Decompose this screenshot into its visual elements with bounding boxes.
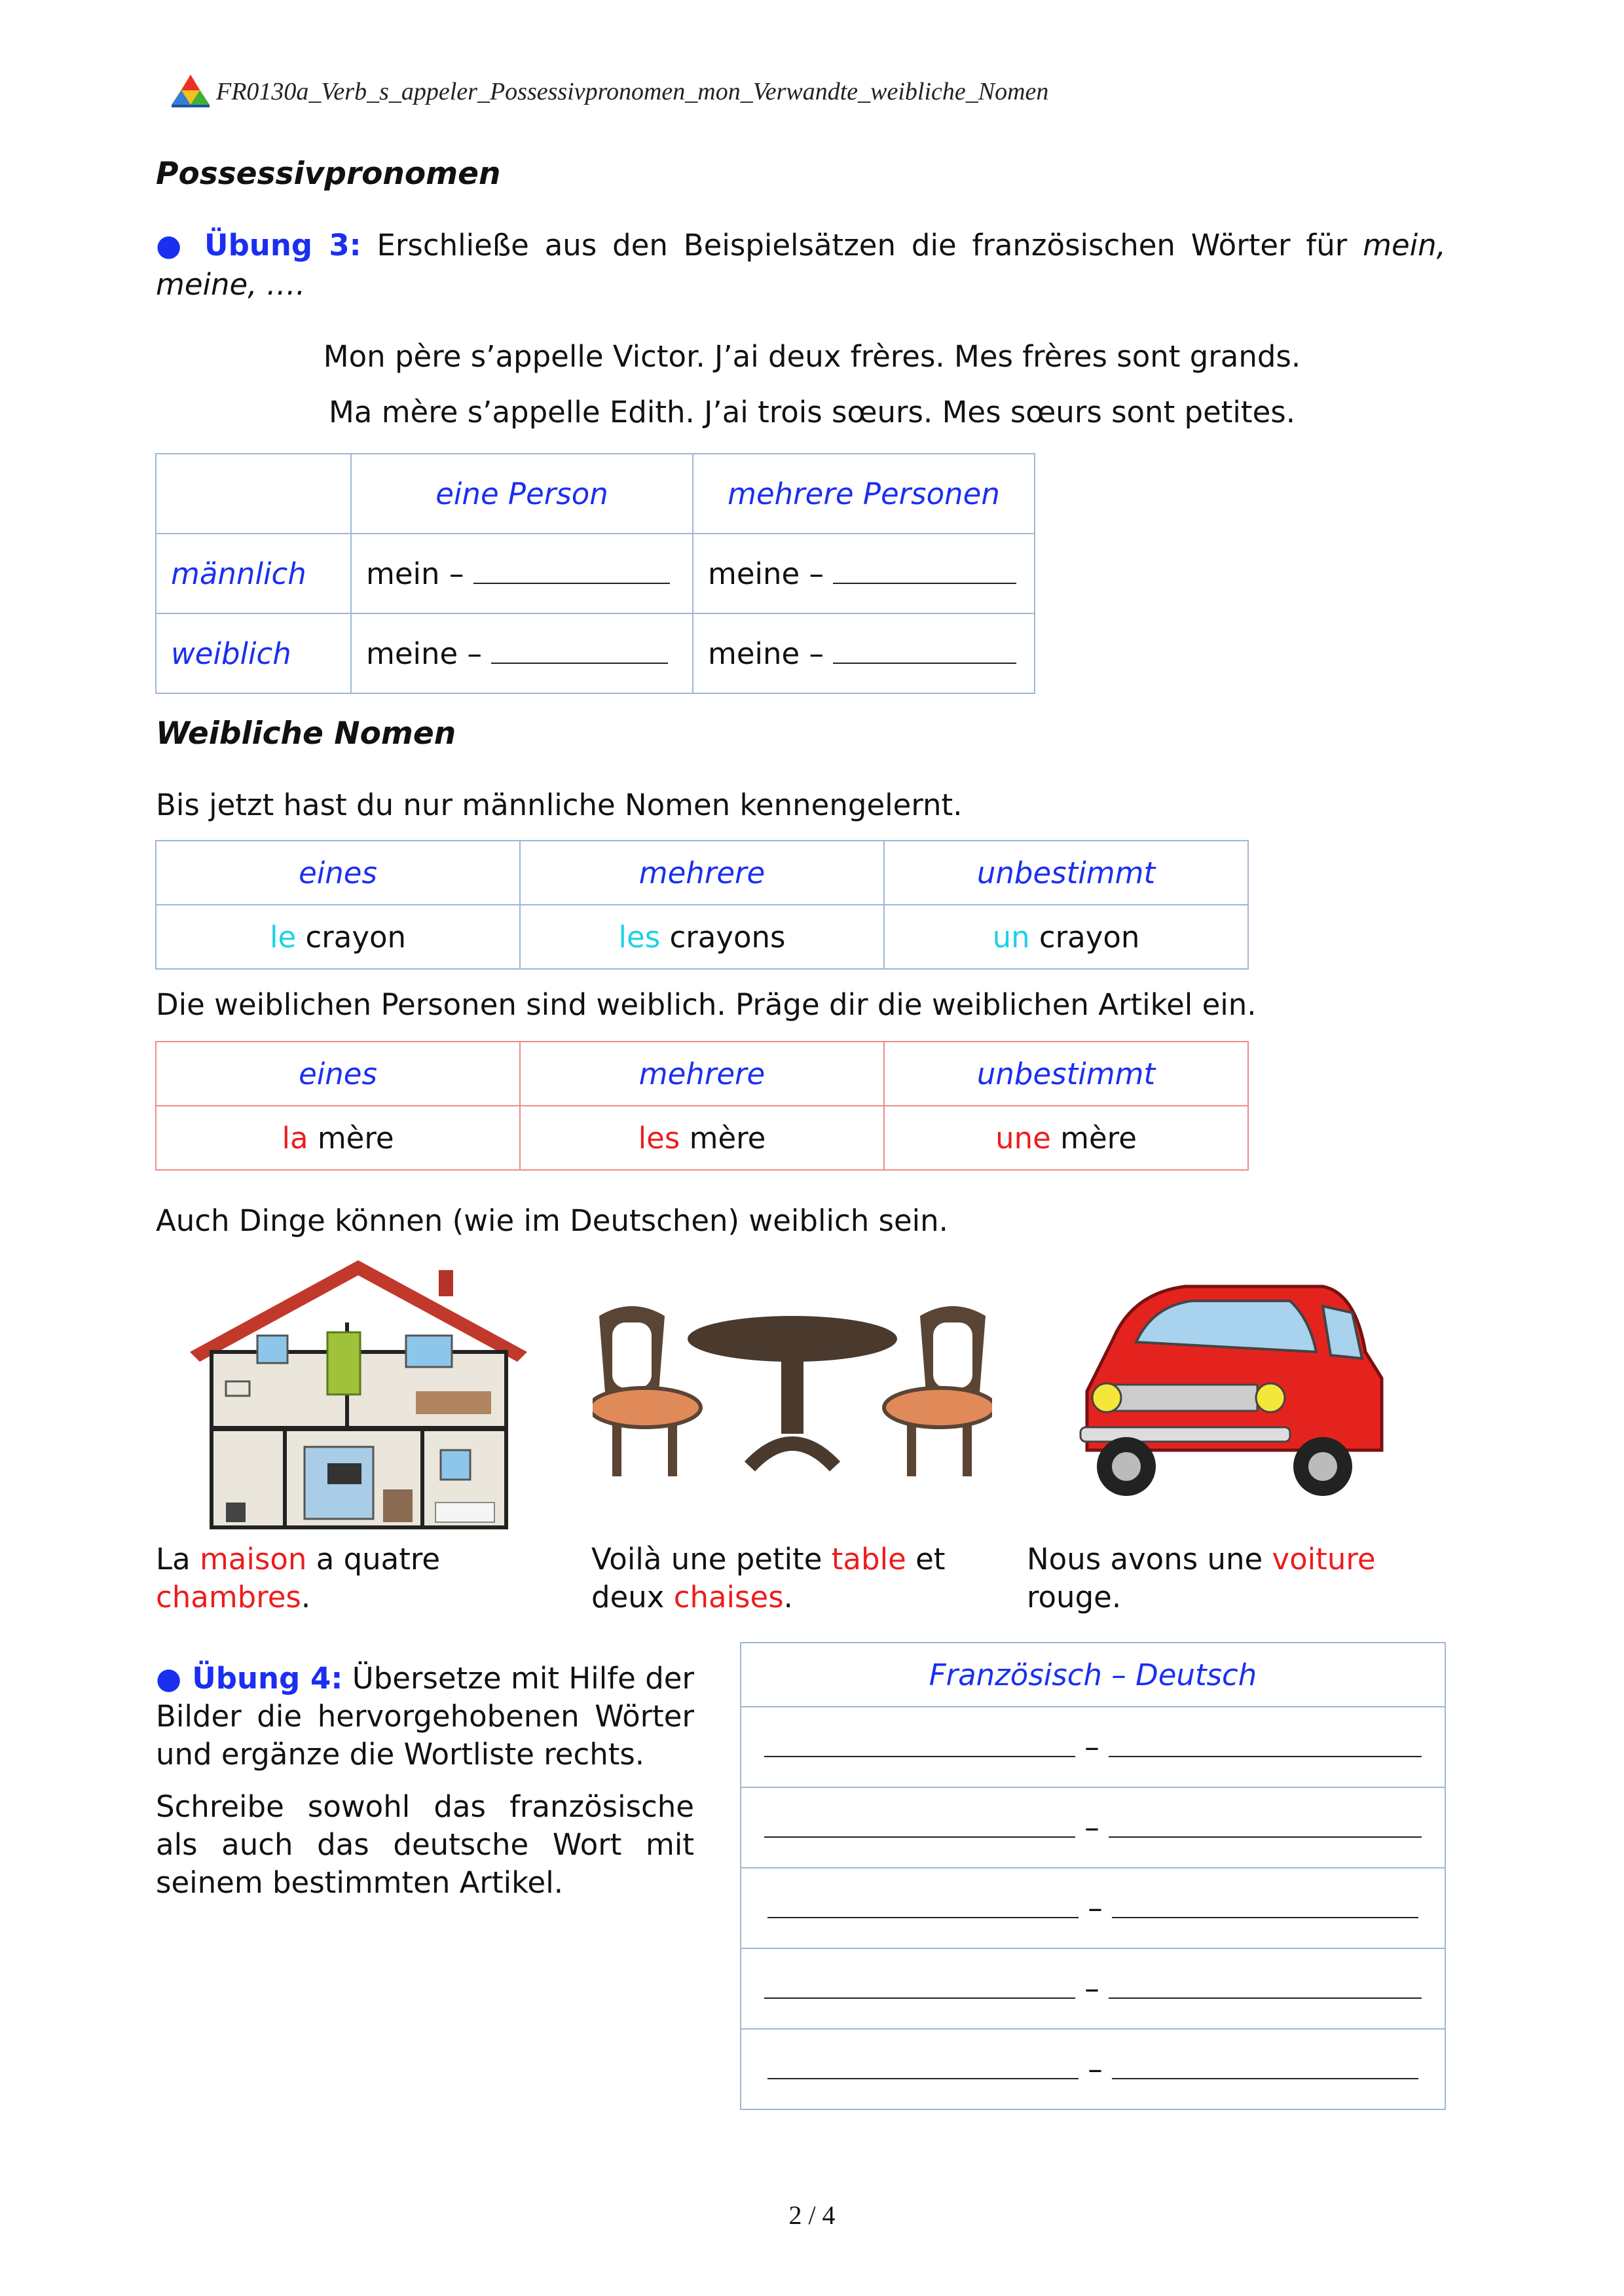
table-chairs-illustration — [593, 1303, 992, 1486]
exercise-3-instruction: ● Übung 3: Erschließe aus den Beispielsätzen die französischen Wörter für mein, meine, …. — [156, 228, 1446, 302]
between-text: Die weiblichen Personen sind weiblich. Präge dir die weiblichen Artikel ein. — [156, 987, 1257, 1022]
t3-header-mehrere: mehrere — [520, 1042, 884, 1106]
t2-cell-le-crayon: le crayon — [156, 905, 520, 969]
t2-cell-un-crayon: un crayon — [884, 905, 1248, 969]
things-text: Auch Dinge können (wie im Deutschen) weiblich sein. — [156, 1203, 948, 1238]
t3-header-unbestimmt: unbestimmt — [884, 1042, 1248, 1106]
masculine-articles-table — [155, 840, 1249, 970]
cell-maennlich-eine[interactable]: mein – — [351, 534, 693, 613]
cell-maennlich-mehrere[interactable]: meine – — [693, 534, 1035, 613]
exercise-4-text-1: Übersetze mit Hilfe der Bilder die hervorgehobenen Wörter und ergänze die Wortliste rechts. — [156, 1661, 694, 1772]
possessive-table-corner — [156, 454, 351, 534]
document-filename: FR0130a_Verb_s_appeler_Possessivpronomen_mon_Verwandte_weibliche_Nomen — [216, 78, 1049, 105]
t3-cell-une-mere: une mère — [884, 1106, 1248, 1170]
example-sentence-1: Mon père s’appelle Victor. J’ai deux frères. Mes frères sont grands. — [323, 339, 1301, 374]
t2-header-eines: eines — [156, 841, 520, 905]
exercise-4-text-2: Schreibe sowohl das französische als auch das deutsche Wort mit seinem bestimmten Artikel. — [156, 1789, 694, 1900]
red-car-illustration — [1074, 1280, 1388, 1512]
cell-weiblich-eine[interactable]: meine – — [351, 613, 693, 693]
word-list-header: Französisch – Deutsch — [741, 1643, 1445, 1707]
house-illustration — [187, 1257, 530, 1532]
word-list-row[interactable]: – — [741, 1868, 1445, 1948]
row-label-maennlich: männlich — [156, 534, 351, 613]
caption-car: Nous avons une voiture rouge. — [1027, 1542, 1376, 1614]
t3-cell-la-mere: la mère — [156, 1106, 520, 1170]
header-eine-person: eine Person — [351, 454, 693, 534]
example-sentence-2: Ma mère s’appelle Edith. J’ai trois sœurs. Mes sœurs sont petites. — [328, 395, 1295, 429]
exercise-3-label: ● Übung 3: — [156, 228, 361, 263]
section-title-weibliche-nomen: Weibliche Nomen — [156, 716, 456, 752]
page-number: 2 / 4 — [788, 2200, 836, 2230]
t3-header-eines: eines — [156, 1042, 520, 1106]
word-list-row[interactable]: – — [741, 1707, 1445, 1787]
pyramid-logo-icon — [169, 73, 212, 109]
word-list-row[interactable]: – — [741, 1948, 1445, 2029]
cell-weiblich-mehrere[interactable]: meine – — [693, 613, 1035, 693]
word-list-row[interactable]: – — [741, 1787, 1445, 1868]
exercise-4-instruction — [156, 1660, 694, 1902]
feminine-articles-table — [155, 1041, 1249, 1171]
header-mehrere-personen: mehrere Personen — [693, 454, 1035, 534]
t3-cell-les-mere: les mère — [520, 1106, 884, 1170]
exercise-3-text: Erschließe aus den Beispielsätzen die französischen Wörter für — [377, 228, 1348, 263]
row-label-weiblich: weiblich — [156, 613, 351, 693]
t2-header-mehrere: mehrere — [520, 841, 884, 905]
t2-cell-les-crayons: les crayons — [520, 905, 884, 969]
possessive-table — [155, 453, 1035, 694]
caption-table: Voilà une petite table et deux chaises. — [591, 1542, 946, 1614]
caption-house: La maison a quatre chambres. — [156, 1542, 441, 1614]
word-list-row[interactable]: – — [741, 2029, 1445, 2109]
exercise-4-label: ● Übung 4: — [156, 1661, 343, 1696]
exercise-3-italic: meine, …. — [156, 267, 306, 302]
t2-header-unbestimmt: unbestimmt — [884, 841, 1248, 905]
section-title-possessivpronomen: Possessivpronomen — [156, 156, 501, 192]
intro-text: Bis jetzt hast du nur männliche Nomen kennengelernt. — [156, 788, 963, 822]
word-list-table — [740, 1642, 1446, 2110]
